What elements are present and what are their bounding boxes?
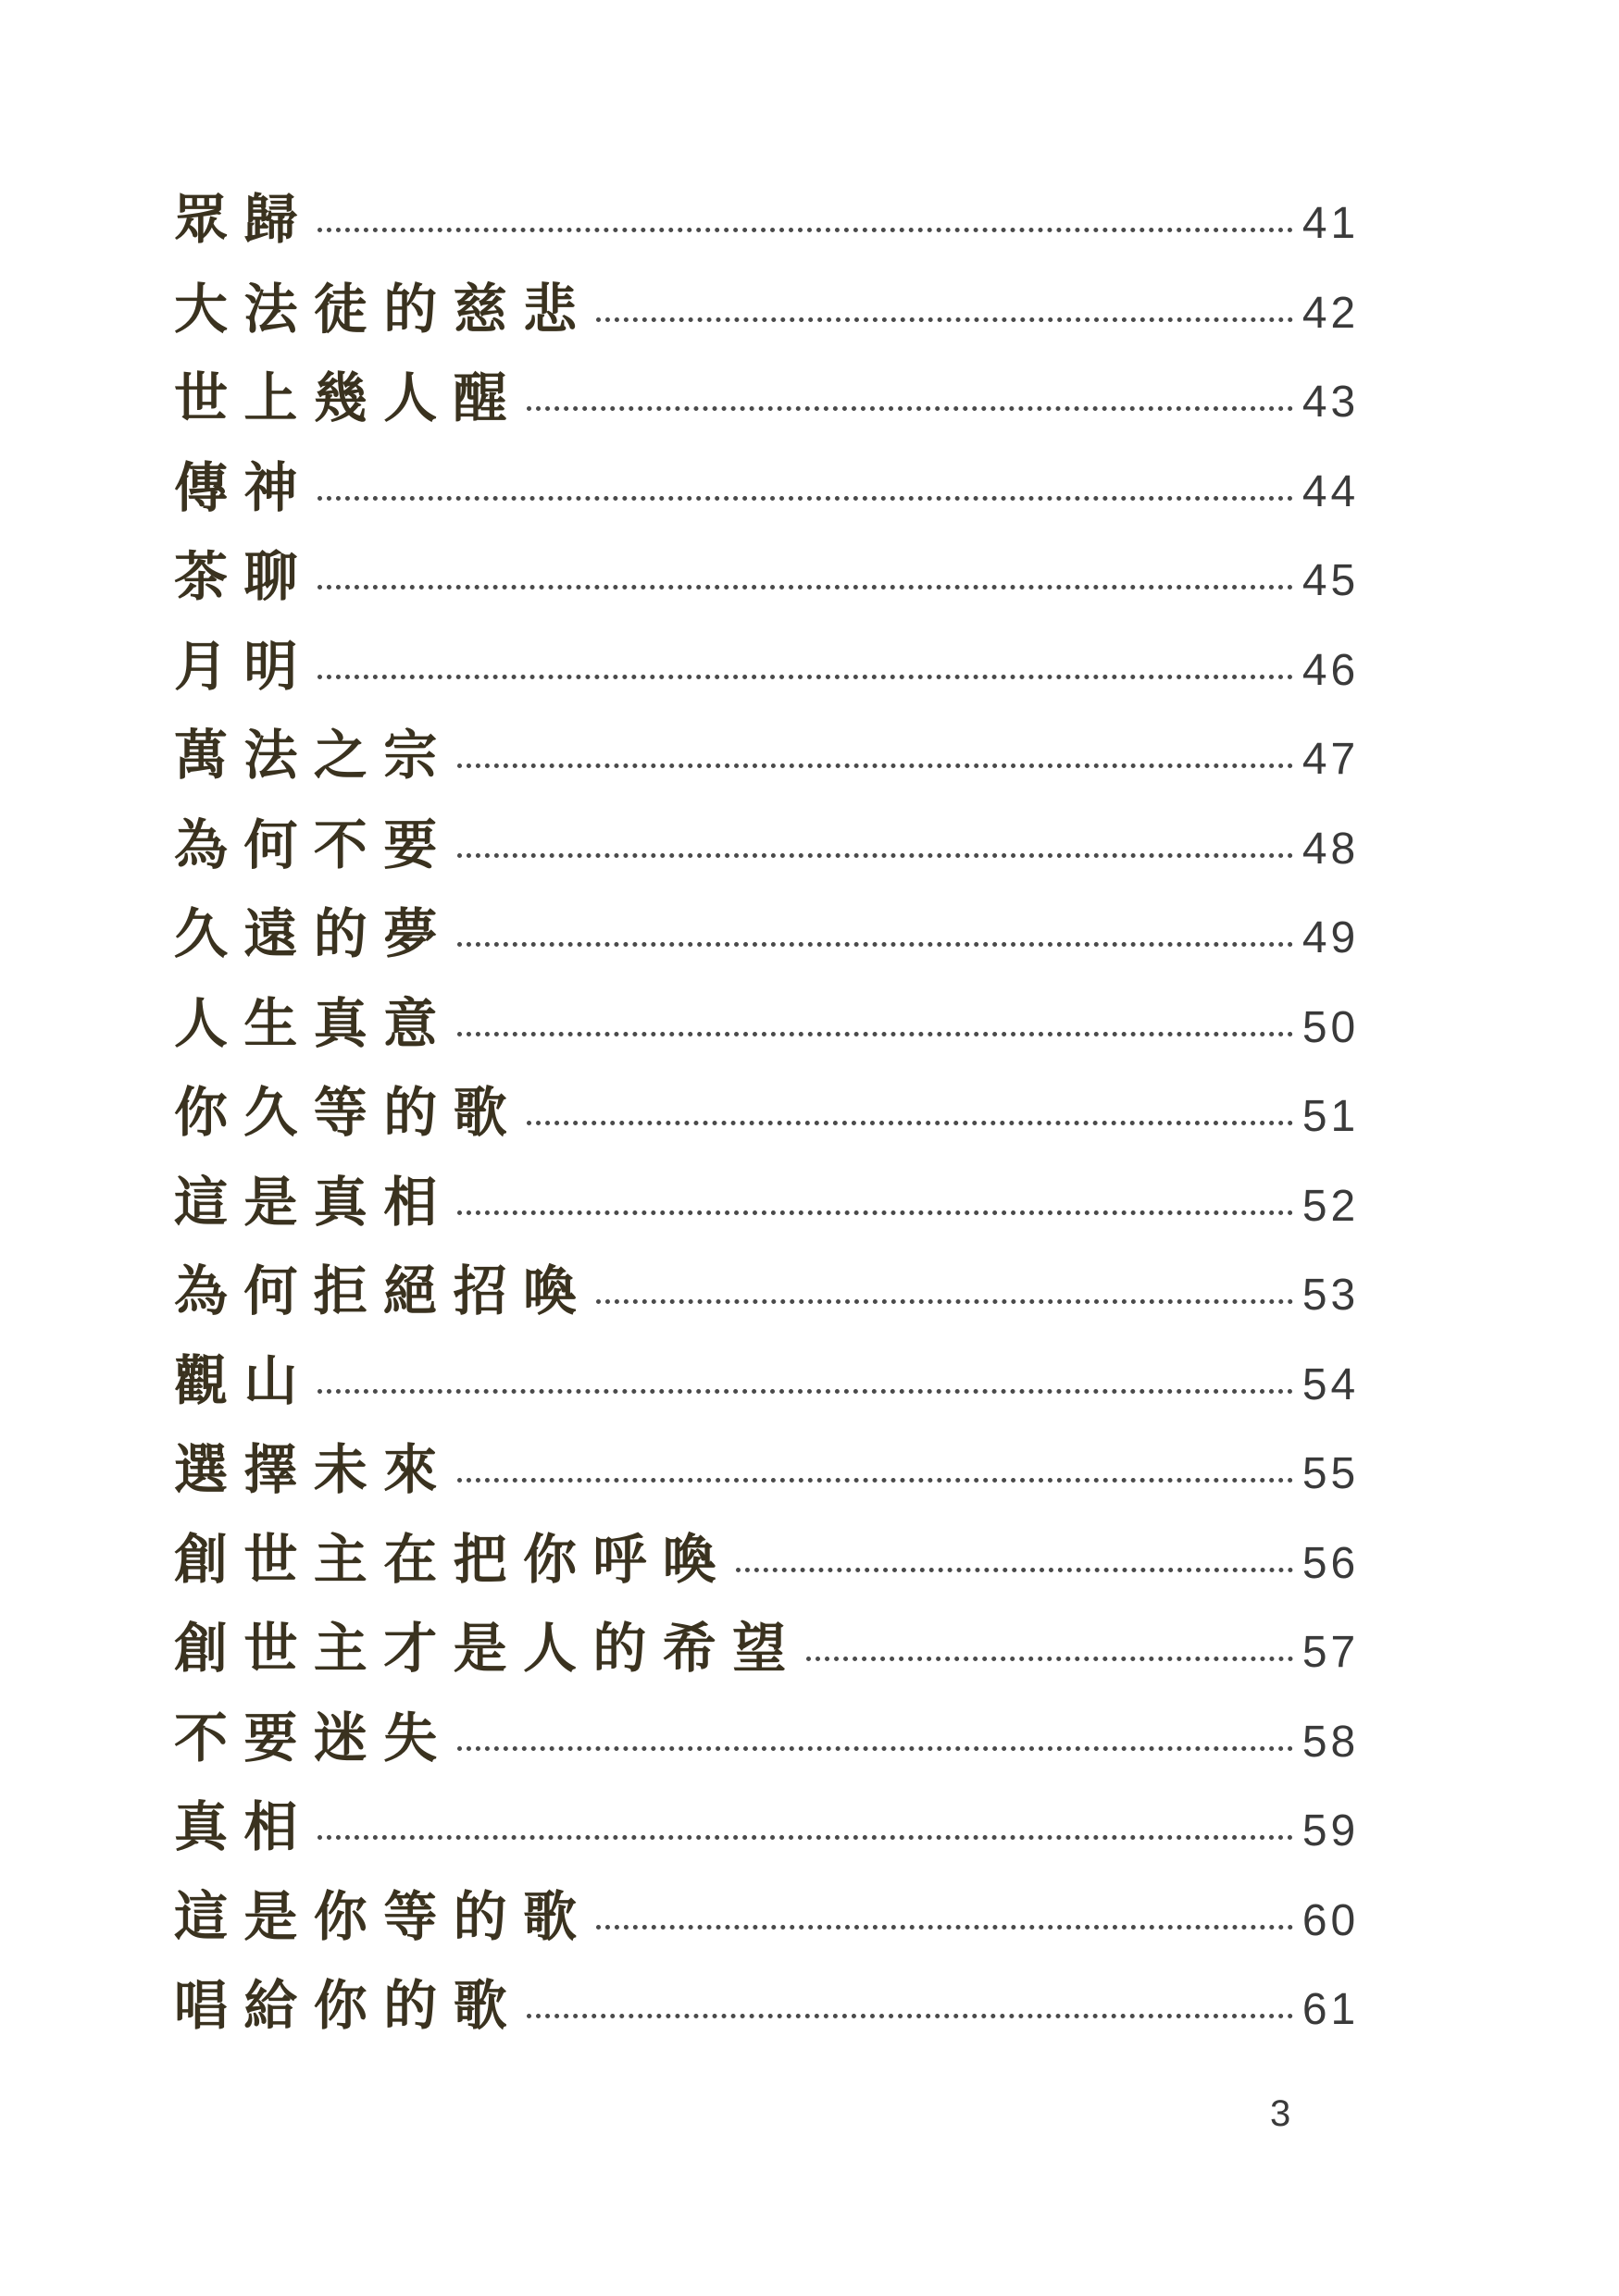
toc-page-number: 44 — [1301, 466, 1359, 516]
dot-leader — [318, 675, 1293, 679]
toc-title: 唱給你的歌 — [174, 1974, 524, 2037]
toc-page-number: 52 — [1301, 1181, 1359, 1231]
toc-entry[interactable] — [174, 980, 1359, 1070]
toc-title: 不要迷失 — [174, 1706, 454, 1769]
dot-leader — [527, 2014, 1293, 2018]
dot-leader — [457, 1746, 1293, 1751]
toc-entry[interactable] — [174, 1159, 1359, 1248]
dot-leader — [318, 1389, 1293, 1394]
dot-leader — [596, 1299, 1293, 1304]
toc-page-number: 59 — [1301, 1806, 1359, 1855]
toc-title: 你久等的歌 — [174, 1081, 524, 1144]
dot-leader — [736, 1568, 1293, 1572]
dot-leader — [527, 1121, 1293, 1125]
toc-entry[interactable] — [174, 533, 1359, 623]
toc-page-number: 41 — [1301, 199, 1359, 248]
toc-title: 大法徒的慈悲 — [174, 277, 593, 341]
page-number: 3 — [1270, 2093, 1291, 2134]
toc-page-number: 53 — [1301, 1271, 1359, 1320]
dot-leader — [806, 1657, 1293, 1661]
toc-entry[interactable] — [174, 1516, 1359, 1606]
toc-title: 萬法之宗 — [174, 724, 454, 787]
toc-title: 眾歸 — [174, 188, 314, 251]
toc-page-number: 57 — [1301, 1628, 1359, 1677]
toc-title: 創世主在把你呼喚 — [174, 1527, 733, 1591]
dot-leader — [527, 406, 1293, 411]
toc-page-number: 43 — [1301, 378, 1359, 427]
dot-leader — [457, 1210, 1293, 1215]
toc-title: 月明 — [174, 634, 314, 698]
toc-title: 為何拒絕招喚 — [174, 1260, 593, 1322]
dot-leader — [457, 1478, 1293, 1483]
dot-leader — [596, 317, 1293, 322]
dot-leader — [457, 942, 1293, 947]
toc-entry[interactable] — [174, 1783, 1359, 1873]
toc-entry[interactable] — [174, 1873, 1359, 1963]
dot-leader — [318, 228, 1293, 232]
dot-leader — [318, 585, 1293, 590]
toc-page-number: 60 — [1301, 1895, 1359, 1945]
dot-leader — [596, 1925, 1293, 1930]
toc-page-number: 49 — [1301, 913, 1359, 962]
toc-entry[interactable] — [174, 1694, 1359, 1784]
toc-entry[interactable] — [174, 1337, 1359, 1427]
toc-entry[interactable] — [174, 1069, 1359, 1159]
dot-leader — [457, 853, 1293, 858]
toc-page-number: 58 — [1301, 1717, 1359, 1767]
dot-leader — [457, 763, 1293, 768]
dot-leader — [318, 1835, 1293, 1840]
toc-page-number: 56 — [1301, 1538, 1359, 1588]
toc-entry[interactable] — [174, 176, 1359, 266]
toc-title: 選擇未來 — [174, 1438, 454, 1501]
toc-entry[interactable] — [174, 1426, 1359, 1516]
toc-entry[interactable] — [174, 266, 1359, 355]
toc-page-number: 46 — [1301, 645, 1359, 695]
dot-leader — [318, 496, 1293, 501]
toc-entry[interactable] — [174, 1247, 1359, 1337]
toc-title: 為何不要 — [174, 813, 454, 876]
toc-page-number: 47 — [1301, 735, 1359, 784]
toc-page-number: 51 — [1301, 1092, 1359, 1141]
toc-title: 世上幾人醒 — [174, 366, 524, 429]
toc-entry[interactable] — [174, 354, 1359, 444]
toc-entry[interactable] — [174, 1605, 1359, 1694]
toc-page-number: 54 — [1301, 1359, 1359, 1409]
toc-entry[interactable] — [174, 623, 1359, 713]
toc-title: 這是真相 — [174, 1170, 454, 1234]
dot-leader — [457, 1032, 1293, 1036]
toc-title: 茶聊 — [174, 545, 314, 608]
toc-page-number: 48 — [1301, 824, 1359, 874]
toc-title: 創世主才是人的希望 — [174, 1617, 803, 1680]
toc-title: 久遠的夢 — [174, 902, 454, 965]
toc-entry[interactable] — [174, 890, 1359, 980]
toc-title: 觀山 — [174, 1348, 314, 1412]
toc-entry[interactable] — [174, 712, 1359, 801]
toc-entry[interactable] — [174, 444, 1359, 534]
toc-entry[interactable] — [174, 1962, 1359, 2052]
toc-page-number: 55 — [1301, 1449, 1359, 1498]
toc-title: 真相 — [174, 1795, 314, 1858]
toc-page-number: 61 — [1301, 1985, 1359, 2034]
toc-entry[interactable] — [174, 801, 1359, 891]
toc-page-number: 50 — [1301, 1002, 1359, 1052]
toc-page-number: 42 — [1301, 288, 1359, 338]
toc-title: 傳神 — [174, 455, 314, 519]
toc-title: 人生真意 — [174, 991, 454, 1055]
toc-title: 這是你等的歌 — [174, 1884, 593, 1948]
table-of-contents — [174, 176, 1359, 2052]
toc-page-number: 45 — [1301, 556, 1359, 605]
